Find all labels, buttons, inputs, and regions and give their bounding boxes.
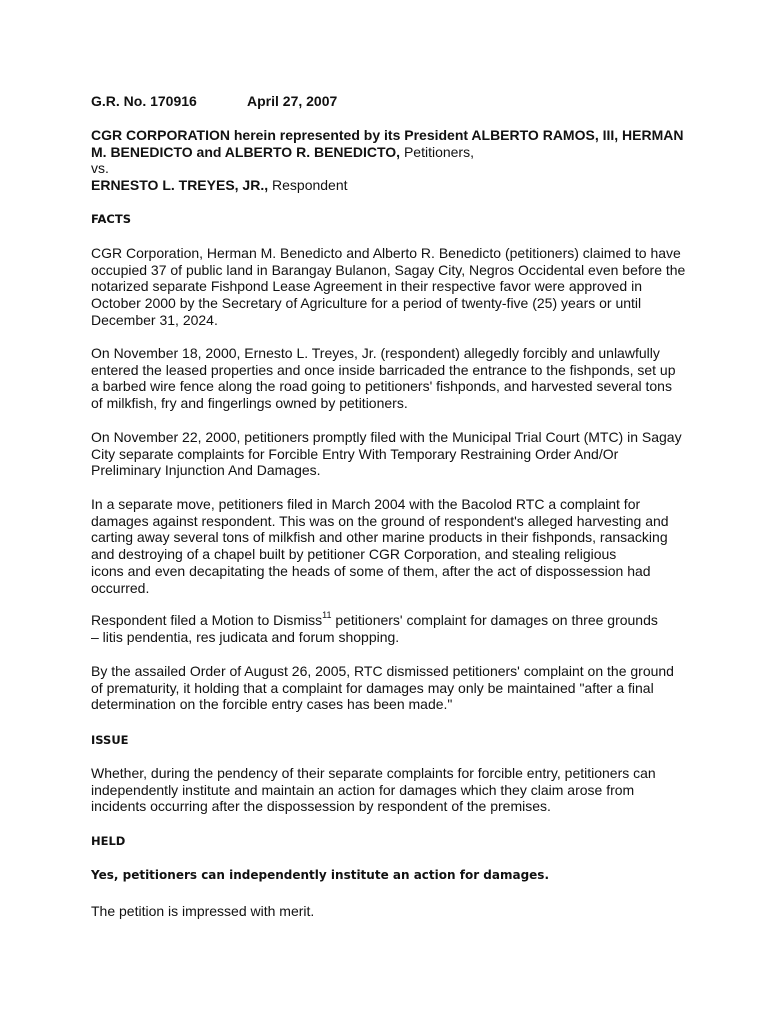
facts-paragraph-2: On November 18, 2000, Ernesto L. Treyes, Jr. (respondent) allegedly forcibly and unlawfully entered the leased properties and once inside barricaded the entrance to the fishponds, set up a barbed wire fence along the road going to petitioners' fishponds, and harvested several tons of milkfish, fry and fingerlings owned by petitioners. — [91, 345, 676, 412]
heading-facts: FACTS — [91, 212, 132, 226]
facts-paragraph-1: CGR Corporation, Herman M. Benedicto and Alberto R. Benedicto (petitioners) claimed to have occupied 37 of public land in Barangay Bulanon, Sagay City, Negros Occidental even before the notarized separate Fishpond Lease Agreement in their respective favor were approved in October 2000 by the Secretary of Agriculture for a period of twenty-five (25) years or until December 31, 2024. — [91, 245, 686, 328]
facts-paragraph-3: On November 22, 2000, petitioners promptly filed with the Municipal Trial Court (MTC) in Sagay City separate complaints for Forcible Entry With Temporary Restraining Order And/Or Preliminary Injunction And Damages. — [91, 429, 682, 479]
parties-line-2: M. BENEDICTO and ALBERTO R. BENEDICTO, Petitioners, — [91, 143, 474, 160]
issue-paragraph: Whether, during the pendency of their separate complaints for forcible entry, petitioners can independently institute and maintain an action for damages which they claim arose from incidents occurring after the dispossession by respondent of the premises. — [91, 765, 656, 815]
facts-paragraph-4: In a separate move, petitioners filed in March 2004 with the Bacolod RTC a complaint for damages against respondent. This was on the ground of respondent's alleged harvesting and carting away several tons of milkfish and other marine products in their fishponds, ransacking and destroying of a chapel built by petitioner CGR Corporation, and stealing religious icons and even decapitating the heads of some of them, after the act of dispossession had occurred. — [91, 496, 669, 596]
heading-held: HELD — [91, 834, 126, 848]
case-parties — [91, 127, 691, 194]
held-paragraph: The petition is impressed with merit. — [91, 903, 315, 919]
facts-paragraph-5: Respondent filed a Motion to Dismiss$^{11}$ petitioners' complaint for damages on three grounds – litis pendentia, res judicata and forum shopping. — [91, 610, 658, 645]
versus: vs. — [91, 160, 109, 177]
heading-issue: ISSUE — [91, 733, 129, 747]
case-number-line — [91, 93, 338, 109]
parties-line-1: CGR CORPORATION herein represented by its President ALBERTO RAMOS, III, HERMAN — [91, 127, 684, 143]
case-number: G.R. No. 170916 — [91, 93, 197, 109]
held-summary: Yes, petitioners can independently institute an action for damages. — [91, 868, 550, 882]
case-date: April 27, 2007 — [247, 93, 338, 109]
facts-paragraph-6: By the assailed Order of August 26, 2005, RTC dismissed petitioners' complaint on the ground of prematurity, it holding that a complaint for damages may only be maintained "after a final determination on the forcible entry cases has been made." — [91, 663, 674, 713]
footnote-marker: 11 — [322, 610, 332, 621]
respondent-line: ERNESTO L. TREYES, JR., Respondent — [91, 177, 348, 194]
